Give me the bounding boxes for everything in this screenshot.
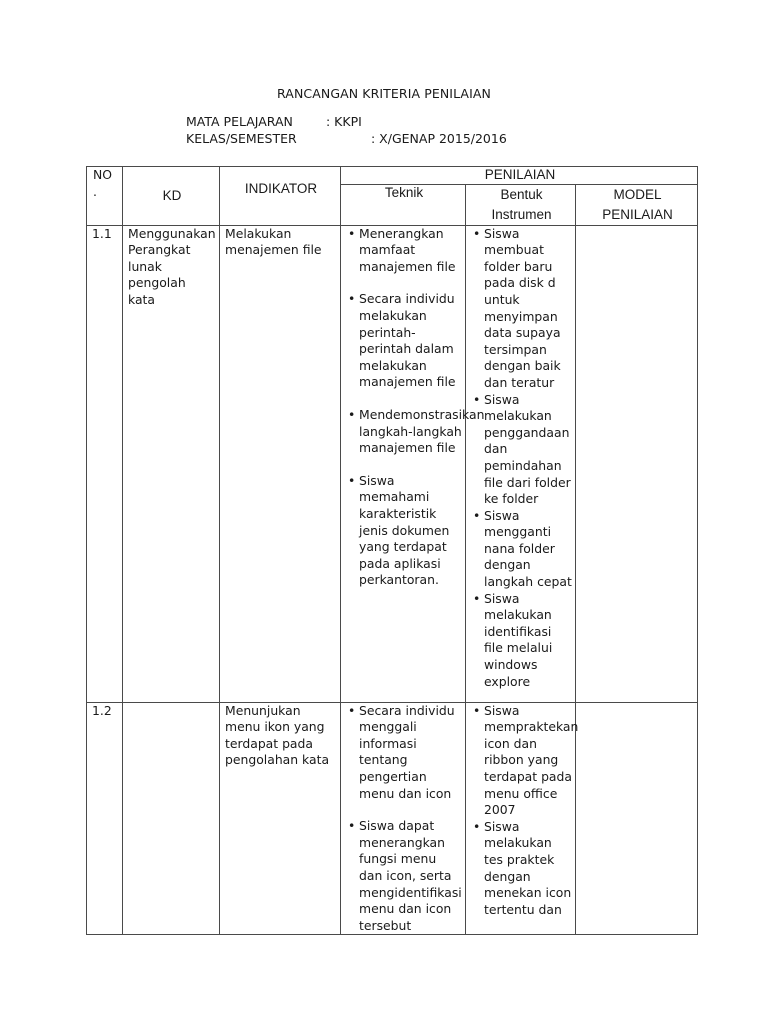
header-no: NO . <box>87 167 123 226</box>
header-teknik: Teknik <box>341 184 466 225</box>
row-number: 1.1 <box>87 225 123 702</box>
class-value: : X/GENAP 2015/2016 <box>371 131 507 146</box>
teknik-item: • Mendemonstrasikan langkah-langkah manajemen file <box>359 407 462 457</box>
document-title: RANCANGAN KRITERIA PENILAIAN <box>277 86 491 101</box>
kd-cell: Menggunakan Perangkat lunak pengolah kata <box>123 225 220 702</box>
class-label: KELAS/SEMESTER <box>186 131 297 146</box>
table-row <box>87 225 698 702</box>
header-model: MODEL PENILAIAN <box>576 184 698 225</box>
bentuk-cell <box>466 225 576 702</box>
bentuk-item: • Siswa melakukan penggandaan dan pemindahan file dari folder ke folder <box>484 392 572 508</box>
header-kd: KD <box>123 167 220 226</box>
kd-cell <box>123 702 220 935</box>
bentuk-item: • Siswa melakukan tes praktek dengan menekan icon tertentu dan <box>484 819 572 919</box>
teknik-item: • Siswa memahami karakteristik jenis dokumen yang terdapat pada aplikasi perkantoran. <box>359 473 462 589</box>
model-cell <box>576 225 698 702</box>
subject-value: : KKPI <box>326 114 362 129</box>
header-penilaian: PENILAIAN <box>341 167 698 185</box>
indikator-cell: Menunjukan menu ikon yang terdapat pada pengolahan kata <box>220 702 341 935</box>
row-number: 1.2 <box>87 702 123 935</box>
subject-label: MATA PELAJARAN <box>186 114 293 129</box>
indikator-cell: Melakukan menajemen file <box>220 225 341 702</box>
teknik-cell <box>341 225 485 702</box>
teknik-item: • Secara individu melakukan perintah-perintah dalam melakukan manajemen file <box>359 291 462 391</box>
bentuk-cell <box>466 702 579 935</box>
bentuk-item: • Siswa mempraktekan icon dan ribbon yang terdapat pada menu office 2007 <box>484 703 572 819</box>
teknik-item: • Secara individu menggali informasi tentang pengertian menu dan icon <box>359 703 462 803</box>
header-indikator: INDIKATOR <box>220 167 341 226</box>
bentuk-item: • Siswa mengganti nana folder dengan langkah cepat <box>484 508 572 591</box>
teknik-item: • Siswa dapat menerangkan fungsi menu dan icon, serta mengidentifikasi menu dan icon tersebut <box>359 818 462 934</box>
bentuk-item: • Siswa melakukan identifikasi file melalui windows explore <box>484 591 572 691</box>
teknik-item: • Menerangkan mamfaat manajemen file <box>359 226 462 276</box>
assessment-table <box>86 166 698 935</box>
bentuk-item: • Siswa membuat folder baru pada disk d untuk menyimpan data supaya tersimpan dengan baik dan teratur <box>484 226 572 392</box>
header-bentuk: Bentuk Instrumen <box>466 184 576 225</box>
teknik-cell <box>341 702 466 935</box>
header-row <box>87 167 698 185</box>
model-cell <box>576 702 698 935</box>
table-row <box>87 702 698 935</box>
